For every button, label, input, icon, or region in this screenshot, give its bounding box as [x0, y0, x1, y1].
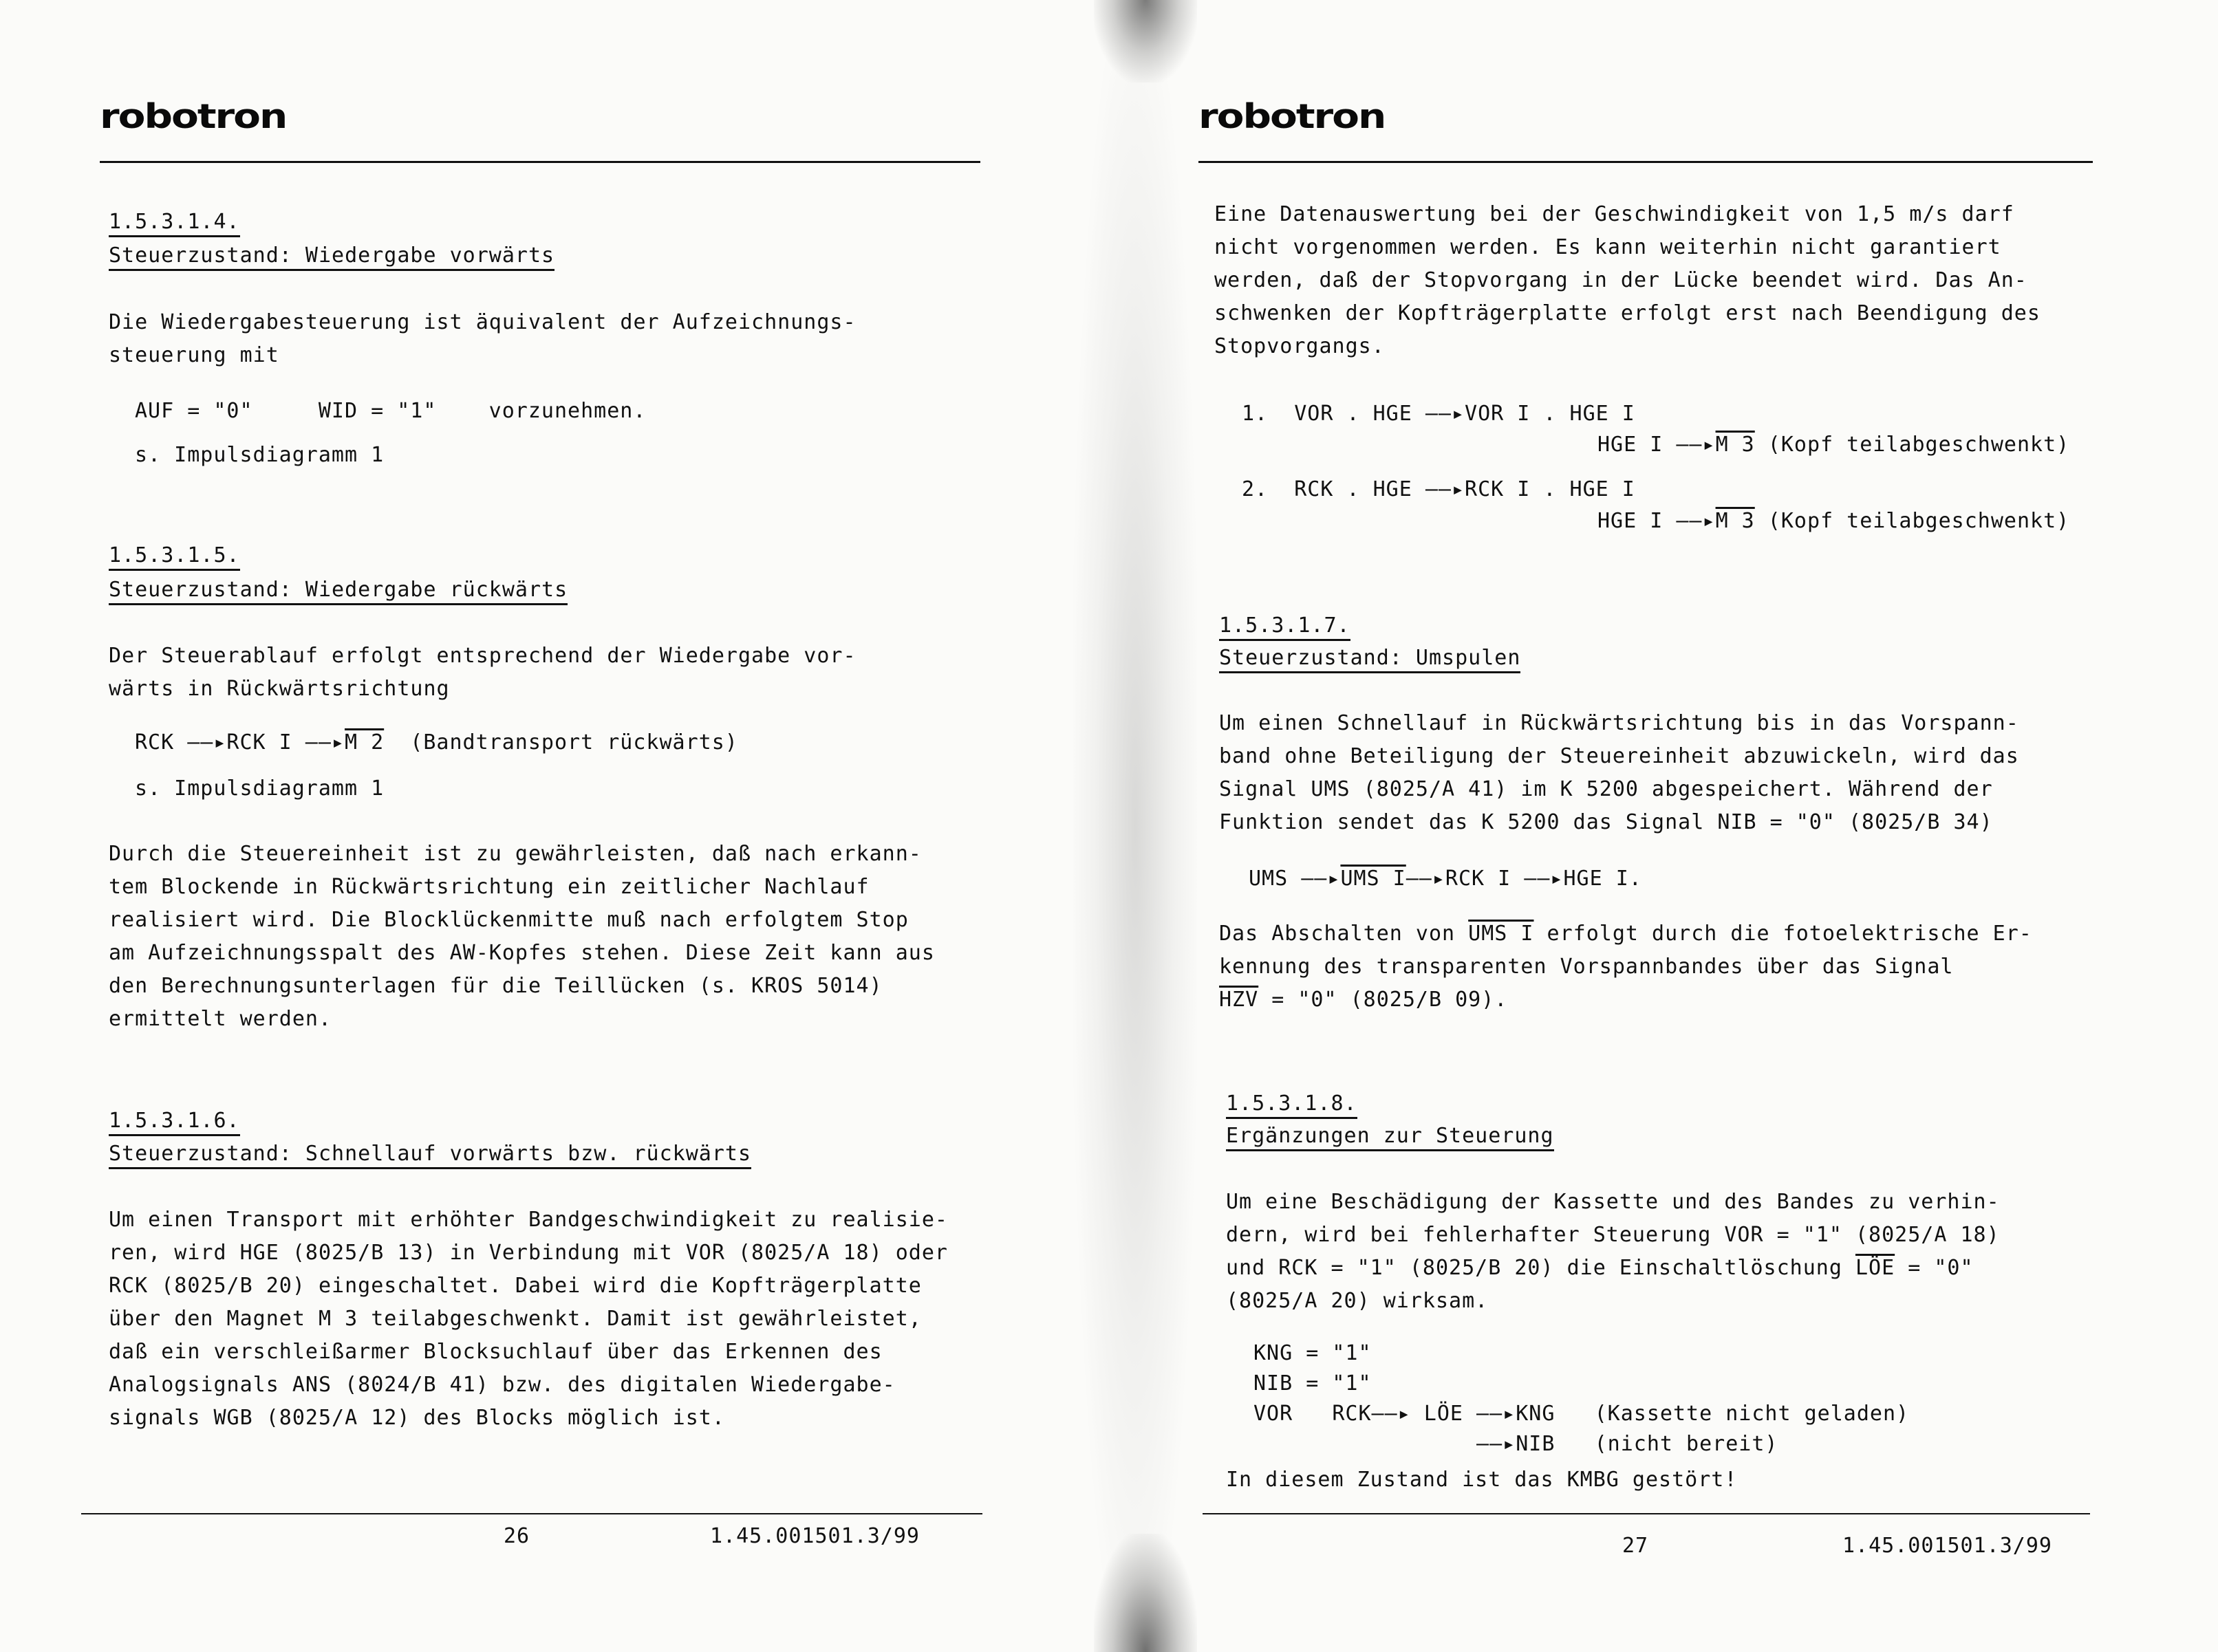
section-number-1-5-3-1-7: 1.5.3.1.7. [1219, 612, 1350, 640]
section-title-ergaenzungen: Ergänzungen zur Steuerung [1226, 1122, 1554, 1150]
list-item-2-line-2: HGE I ——▸M 3 (Kopf teilabgeschwenkt) [1597, 509, 2070, 533]
footer-rule [1203, 1513, 2090, 1514]
left-page [0, 0, 1101, 1652]
formula-kng-nib: KNG = "1" NIB = "1" VOR RCK——▸ LÖE ——▸KNG (Kassette nicht geladen) ——▸NIB (nicht bereit) [1253, 1341, 1910, 1456]
formula-rck: RCK ——▸RCK I ——▸M 2 (Bandtransport rückwärts) [135, 730, 738, 754]
paragraph-umspulen: Um einen Schnellauf in Rückwärtsrichtung bis in das Vorspann- band ohne Beteiligung der Steuereinheit abzuwickeln, wird das Signal UMS (8025/A 41) im K 5200 abgespeichert. Während der Funktion sendet das K 5200 das Signal NIB = "0" (8025/B 34) [1219, 711, 2019, 834]
list-item-2-line-1: 2. RCK . HGE ——▸RCK I . HGE I [1242, 477, 1635, 501]
robotron-logo: robotron [1198, 96, 1386, 136]
section-number-1-5-3-1-5: 1.5.3.1.5. [109, 542, 240, 569]
robotron-logo: robotron [100, 96, 287, 136]
footer-rule [81, 1513, 982, 1514]
page-number: 26 [504, 1524, 530, 1548]
formula-auf-wid: AUF = "0" WID = "1" vorzunehmen. [135, 399, 647, 423]
section-number-1-5-3-1-6: 1.5.3.1.6. [109, 1107, 240, 1135]
header-rule [100, 161, 980, 163]
section-title-wiedergabe-rueckwaerts: Steuerzustand: Wiedergabe rückwärts [109, 576, 568, 604]
section-number-1-5-3-1-8: 1.5.3.1.8. [1226, 1090, 1357, 1118]
document-number: 1.45.001501.3/99 [1842, 1534, 2052, 1558]
paragraph-schnellauf: Um einen Transport mit erhöhter Bandgeschwindigkeit zu realisie- ren, wird HGE (8025/B 13) in Verbindung mit VOR (8025/A 18) oder RCK (8025/B 20) eingeschaltet. Dabei wird die Kopfträgerplatte über den Magnet M 3 teilabgeschwenkt. Damit ist gewährleistet, daß ein verschleißarmer Blocksuchlauf über das Erkennen des Analogsignals ANS (8024/B 41) bzw. des digitalen Wiedergabe- signals WGB (8025/A 12) des Blocks möglich ist. [109, 1208, 948, 1430]
page-number: 27 [1622, 1534, 1649, 1558]
paragraph-steuerablauf: Der Steuerablauf erfolgt entsprechend der Wiedergabe vor- wärts in Rückwärtsrichtung [109, 644, 857, 701]
paragraph-steuereinheit: Durch die Steuereinheit ist zu gewährleisten, daß nach erkann- tem Blockende in Rückwärtsrichtung ein zeitlicher Nachlauf realisiert wird. Die Blocklückenmitte muß nach erfolgtem Stop am Aufzeichnungsspalt des AW-Kopfes stehen. Diese Zeit kann aus den Berechnungsunterlagen für die Teillücken (s. KROS 5014) ermittelt werden. [109, 842, 935, 1031]
paragraph-wiedergabe-vorwaerts: Die Wiedergabesteuerung ist äquivalent der Aufzeichnungs- steuerung mit [109, 310, 857, 367]
list-item-1-line-2: HGE I ——▸M 3 (Kopf teilabgeschwenkt) [1597, 433, 2070, 457]
paragraph-ergaenzungen: Um eine Beschädigung der Kassette und des Bandes zu verhin- dern, wird bei fehlerhafter Steuerung VOR = "1" (8025/A 18) und RCK = "1" (8025/B 20) die Einschaltlöschung $\overline{LÖE}$ = "0" (8025/A 20) wirksam. [1226, 1190, 2000, 1313]
impulse-diagram-ref: s. Impulsdiagramm 1 [135, 443, 385, 467]
paragraph-abschalten: Das Abschalten von UMS I erfolgt durch die fotoelektrische Er- kennung des transparenten Vorspannbandes über das Signal $\overline{HZV}$ = "0" (8025/B 09). [1219, 922, 2032, 1012]
section-number-1-5-3-1-4: 1.5.3.1.4. [109, 208, 240, 236]
section-title-wiedergabe-vorwaerts: Steuerzustand: Wiedergabe vorwärts [109, 242, 554, 270]
impulse-diagram-ref: s. Impulsdiagramm 1 [135, 776, 385, 801]
document-number: 1.45.001501.3/99 [710, 1524, 920, 1548]
header-rule [1198, 161, 2093, 163]
formula-ums: UMS ——▸UMS I——▸RCK I ——▸HGE I. [1249, 867, 1642, 891]
paragraph-datenauswertung: Eine Datenauswertung bei der Geschwindigkeit von 1,5 m/s darf nicht vorgenommen werden. Es kann weiterhin nicht garantiert werden, daß der Stopvorgang in der Lücke beendet wird. Das An- schwenken der Kopfträgerplatte erfolgt erst nach Beendigung des Stopvorgangs. [1214, 202, 2041, 358]
right-page [1101, 0, 2218, 1652]
section-title-umspulen: Steuerzustand: Umspulen [1219, 644, 1520, 672]
closing-statement: In diesem Zustand ist das KMBG gestört! [1226, 1468, 1738, 1492]
list-item-1-line-1: 1. VOR . HGE ——▸VOR I . HGE I [1242, 402, 1635, 426]
section-title-schnellauf: Steuerzustand: Schnellauf vorwärts bzw. rückwärts [109, 1140, 751, 1168]
